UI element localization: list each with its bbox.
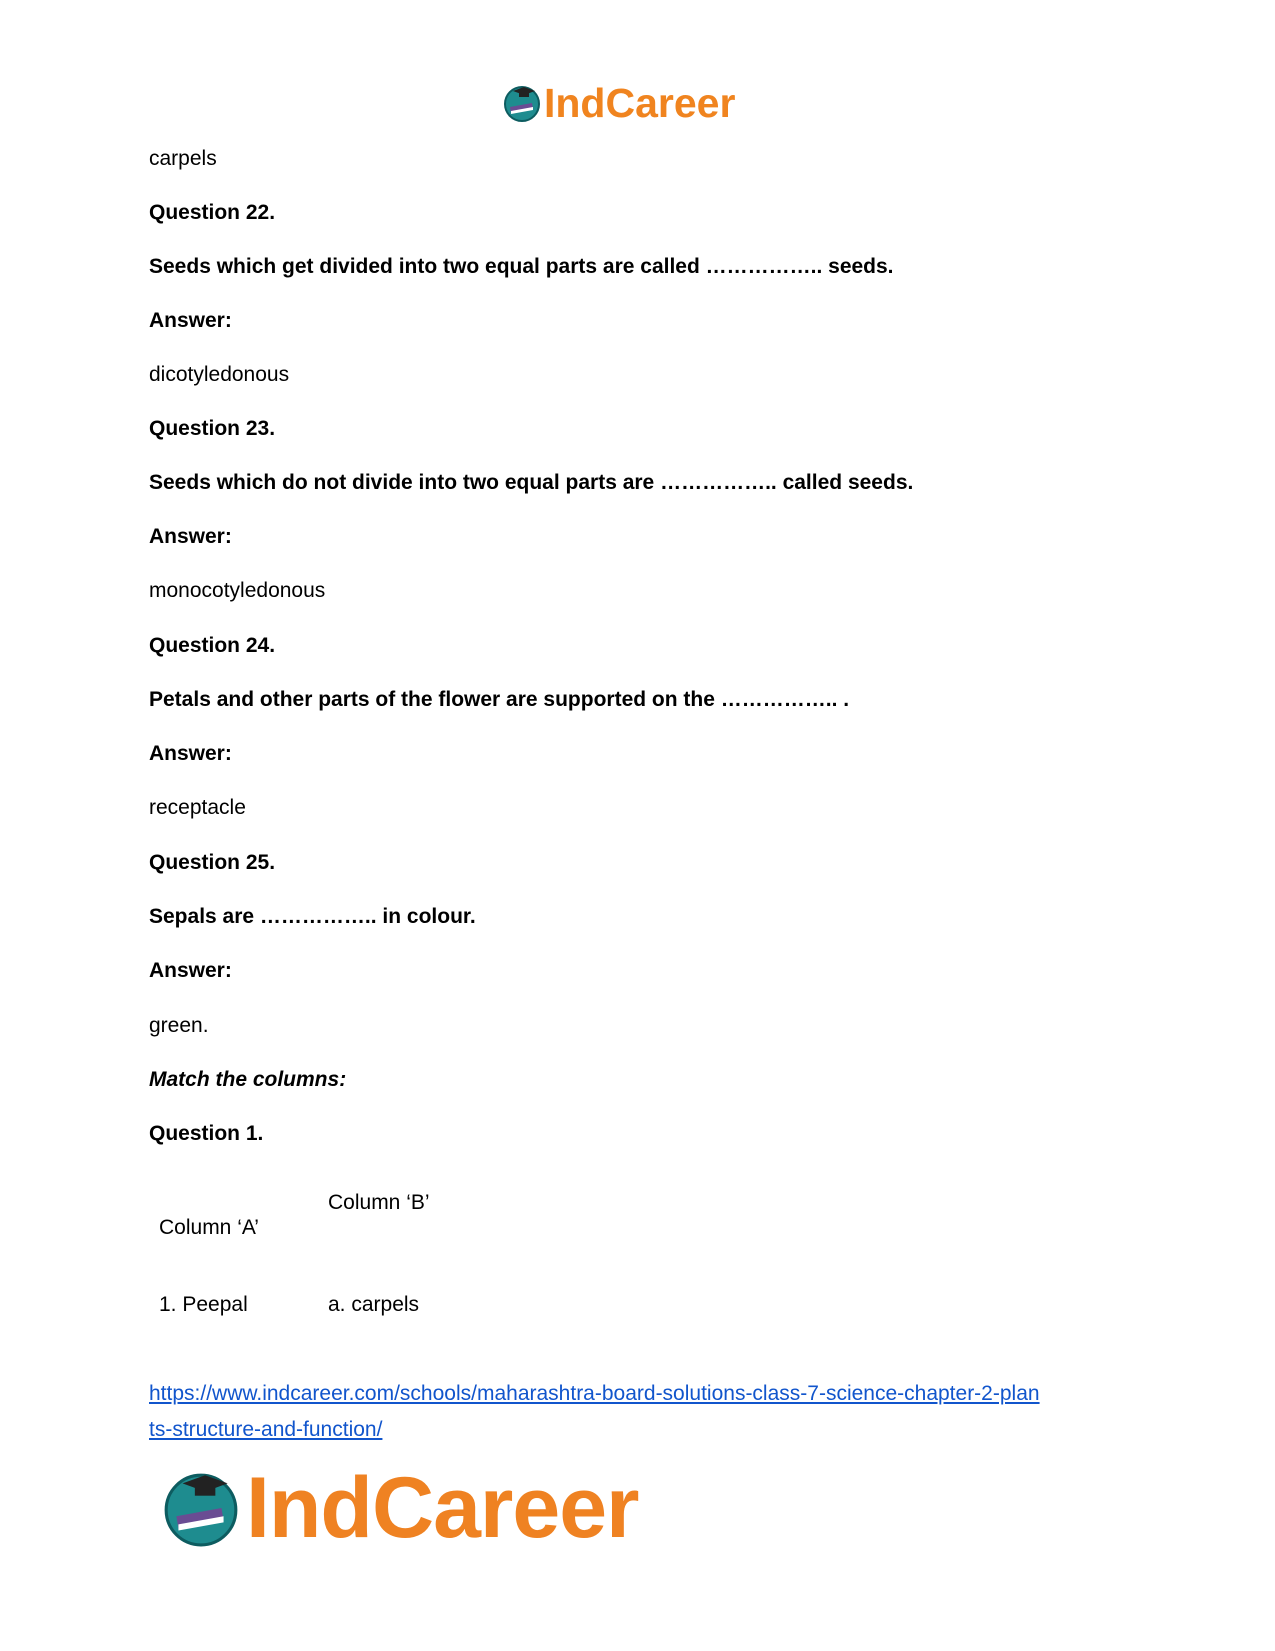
source-link-line2: ts-structure-and-function/ — [149, 1418, 383, 1441]
match-question-heading: Question 1. — [149, 1122, 264, 1145]
answer-text: monocotyledonous — [149, 579, 326, 602]
column-b-header: Column ‘B’ — [328, 1191, 430, 1214]
globe-book-icon — [160, 1467, 242, 1549]
indcareer-logo-top — [502, 80, 735, 126]
column-a-header: Column ‘A’ — [159, 1216, 259, 1239]
question-heading: Question 22. — [149, 201, 276, 224]
table-cell-a: 1. Peepal — [159, 1293, 248, 1316]
question-text: Petals and other parts of the flower are supported on the …………….. . — [149, 688, 850, 711]
question-text: Seeds which do not divide into two equal parts are …………….. called seeds. — [149, 471, 914, 494]
answer-label: Answer: — [149, 742, 232, 765]
answer-label: Answer: — [149, 959, 232, 982]
table-cell-b: a. carpels — [328, 1293, 420, 1316]
match-heading: Match the columns: — [149, 1068, 347, 1091]
answer-text: green. — [149, 1014, 209, 1037]
brand-name: IndCareer — [544, 79, 736, 126]
source-link-line1: https://www.indcareer.com/schools/maharashtra-board-solutions-class-7-science-chapter-2-plan — [149, 1382, 1040, 1405]
answer-text: carpels — [149, 147, 217, 170]
question-text: Seeds which get divided into two equal parts are called …………….. seeds. — [149, 255, 894, 278]
answer-label: Answer: — [149, 309, 232, 332]
indcareer-logo-bottom — [160, 1460, 639, 1556]
answer-text: receptacle — [149, 796, 246, 819]
question-text: Sepals are …………….. in colour. — [149, 905, 476, 928]
question-heading: Question 24. — [149, 634, 276, 657]
globe-book-icon — [502, 83, 542, 123]
source-link[interactable] — [149, 1376, 1129, 1448]
question-heading: Question 23. — [149, 417, 276, 440]
answer-label: Answer: — [149, 525, 232, 548]
question-heading: Question 25. — [149, 851, 276, 874]
answer-text: dicotyledonous — [149, 363, 290, 386]
brand-name: IndCareer — [246, 1460, 639, 1556]
